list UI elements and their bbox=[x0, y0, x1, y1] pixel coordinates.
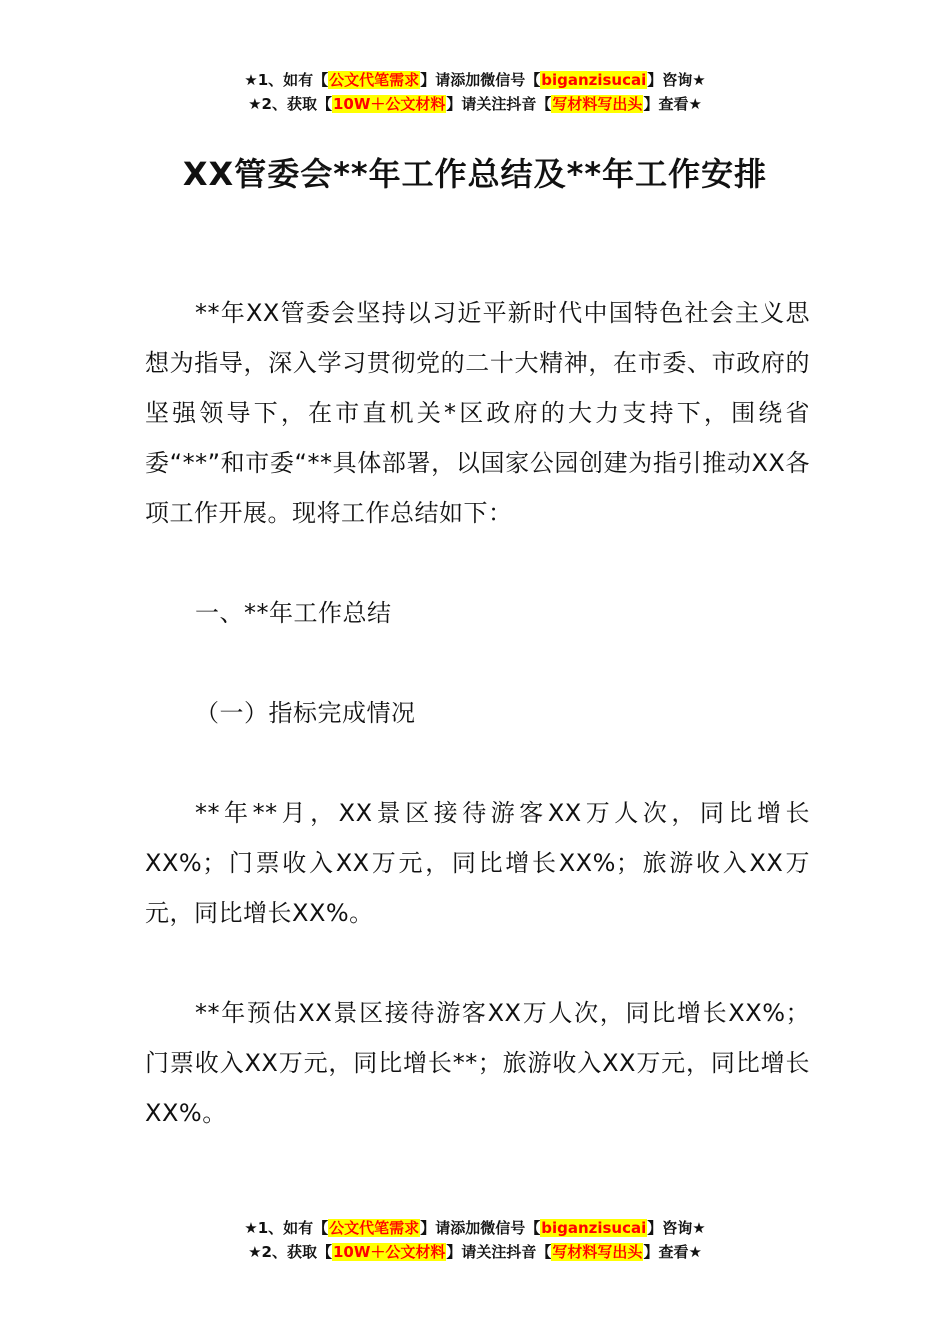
promo-text: 】咨询★ bbox=[647, 1219, 706, 1237]
promo-highlight: 10W＋公文材料 bbox=[332, 1243, 446, 1261]
promo-text: 】请添加微信号【 bbox=[420, 1219, 541, 1237]
promo-text: 】请关注抖音【 bbox=[446, 1243, 552, 1261]
douyin-id-highlight: 写材料写出头 bbox=[552, 1243, 643, 1261]
promo-text: 】查看★ bbox=[643, 1243, 702, 1261]
promo-text: ★2、获取【 bbox=[248, 1243, 332, 1261]
promo-text: 】请关注抖音【 bbox=[446, 95, 552, 113]
promo-line-1 bbox=[0, 68, 950, 92]
promo-highlight: 10W＋公文材料 bbox=[332, 95, 446, 113]
promo-line-2 bbox=[0, 92, 950, 116]
subsection-heading: （一）指标完成情况 bbox=[195, 699, 416, 727]
intro-paragraph: **年XX管委会坚持以习近平新时代中国特色社会主义思想为指导，深入学习贯彻党的二十大精神，在市委、市政府的坚强领导下，在市直机关*区政府的大力支持下，围绕省委“**”和市委“**具体部署，以国家公园创建为指引推动XX各项工作开展。现将工作总结如下： bbox=[145, 299, 810, 527]
wechat-id-highlight: biganzisucai bbox=[541, 71, 647, 89]
footer-promo-banner bbox=[0, 1216, 950, 1264]
promo-highlight: 公文代笔需求 bbox=[329, 1219, 420, 1237]
promo-text: ★1、如有【 bbox=[244, 1219, 329, 1237]
promo-text: 】请添加微信号【 bbox=[420, 71, 541, 89]
promo-text: ★2、获取【 bbox=[248, 95, 332, 113]
promo-text: 】查看★ bbox=[643, 95, 702, 113]
promo-highlight: 公文代笔需求 bbox=[329, 71, 420, 89]
douyin-id-highlight: 写材料写出头 bbox=[552, 95, 643, 113]
section-heading: 一、**年工作总结 bbox=[195, 599, 392, 627]
promo-line-2 bbox=[0, 1240, 950, 1264]
stats-paragraph-1: **年**月，XX景区接待游客XX万人次，同比增长XX%；门票收入XX万元，同比增长XX%；旅游收入XX万元，同比增长XX%。 bbox=[145, 799, 810, 927]
promo-text: ★1、如有【 bbox=[244, 71, 329, 89]
document-title: XX管委会**年工作总结及**年工作安排 bbox=[182, 155, 768, 193]
wechat-id-highlight: biganzisucai bbox=[541, 1219, 647, 1237]
header-promo-banner bbox=[0, 68, 950, 116]
stats-paragraph-2: **年预估XX景区接待游客XX万人次，同比增长XX%；门票收入XX万元，同比增长**；旅游收入XX万元，同比增长XX%。 bbox=[145, 999, 810, 1127]
promo-line-1 bbox=[0, 1216, 950, 1240]
promo-text: 】咨询★ bbox=[647, 71, 706, 89]
